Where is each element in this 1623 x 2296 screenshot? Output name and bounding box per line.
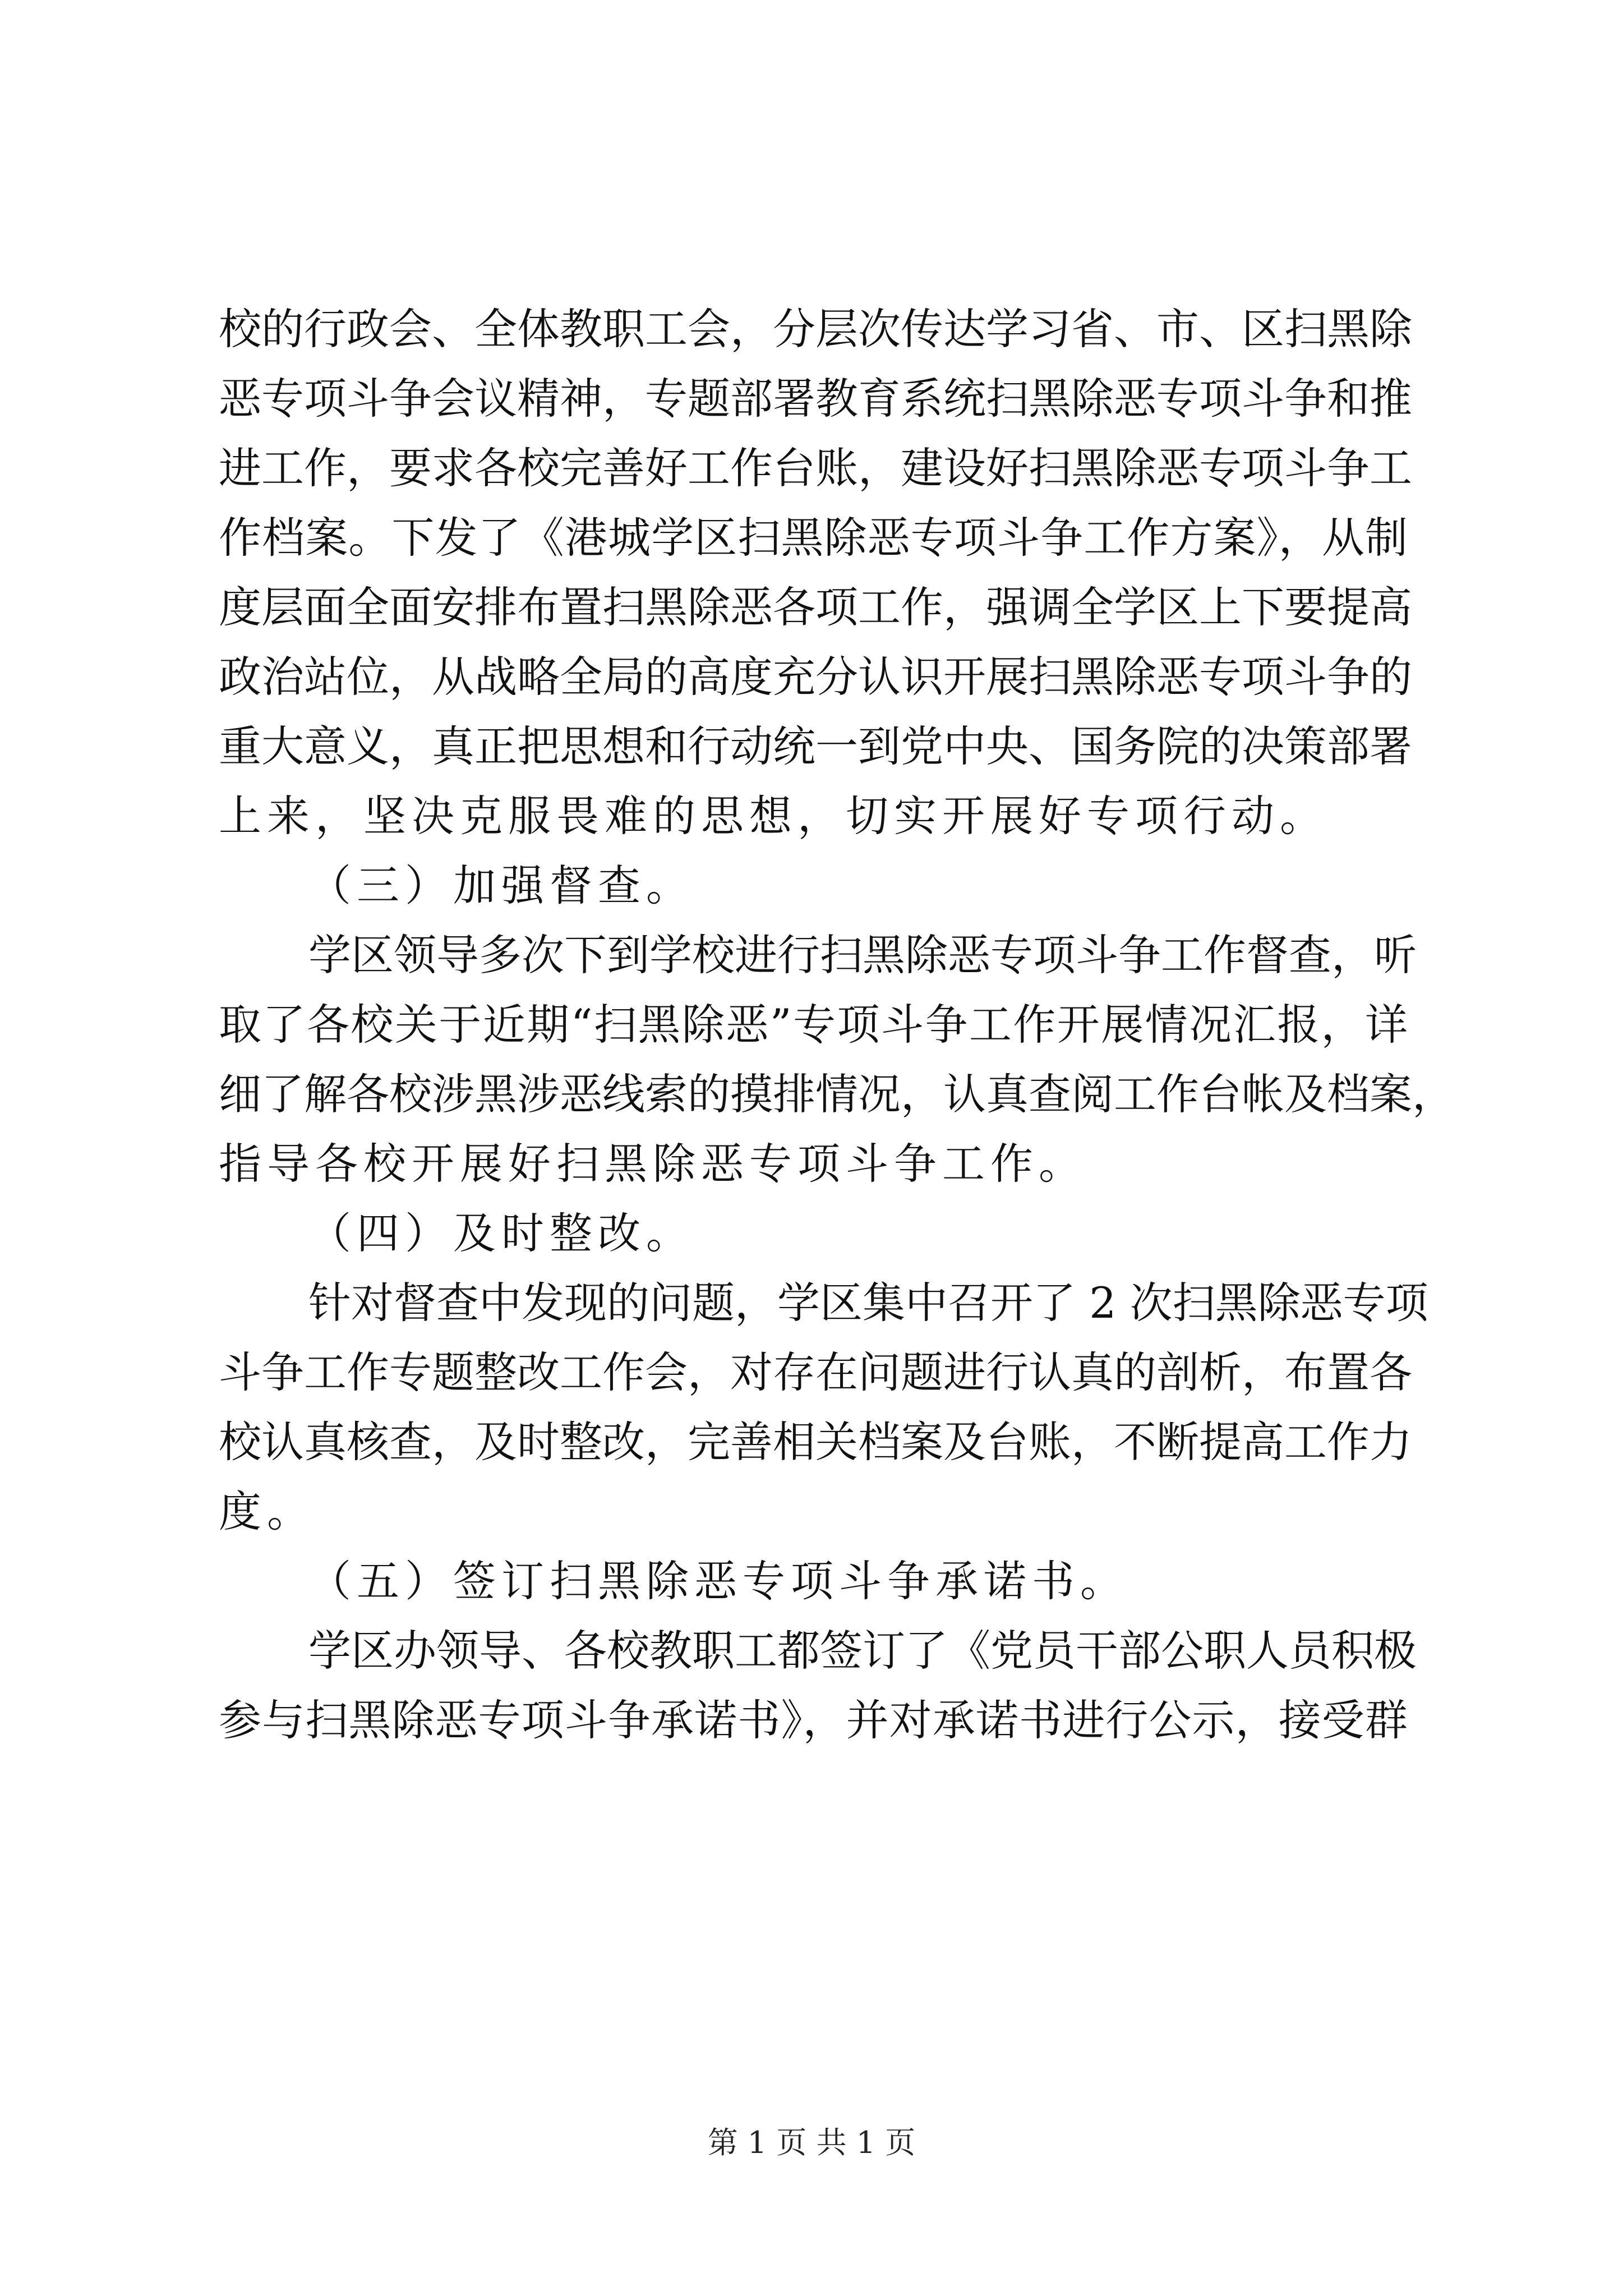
text-line: 细了解各校涉黑涉恶线索的摸排情况，认真查阅工作台帐及档案，: [219, 1069, 1455, 1119]
text-line: 政治站位，从战略全局的高度充分认识开展扫黑除恶专项斗争的: [219, 652, 1412, 702]
text-line: 进工作，要求各校完善好工作台账，建设好扫黑除恶专项斗争工: [219, 443, 1412, 493]
text-line: 取了各校关于近期“扫黑除恶”专项斗争工作开展情况汇报，详: [219, 1000, 1408, 1050]
text-line: 恶专项斗争会议精神，专题部署教育系统扫黑除恶专项斗争和推: [219, 374, 1412, 424]
text-line: 校的行政会、全体教职工会，分层次传达学习省、市、区扫黑除: [219, 304, 1412, 354]
text-line: 校认真核查，及时整改，完善相关档案及台账，不断提高工作力: [219, 1417, 1412, 1467]
text-line: 学区办领导、各校教职工都签订了《党员干部公职人员积极: [308, 1626, 1417, 1676]
text-line: 度。: [219, 1487, 315, 1536]
text-line: 参与扫黑除恶专项斗争承诺书》，并对承诺书进行公示，接受群: [219, 1695, 1408, 1745]
text-line: 指导各校开展好扫黑除恶专项斗争工作。: [219, 1139, 1087, 1189]
text-line: 度层面全面安排布置扫黑除恶各项工作，强调全学区上下要提高: [219, 582, 1412, 632]
text-line: （五）签订扫黑除恶专项斗争承诺书。: [308, 1556, 1128, 1606]
text-line: 学区领导多次下到学校进行扫黑除恶专项斗争工作督查，听: [308, 930, 1417, 980]
text-line: 针对督查中发现的问题，学区集中召开了 2 次扫黑除恶专项: [308, 1278, 1428, 1328]
text-line: 重大意义，真正把思想和行动统一到党中央、国务院的决策部署: [219, 721, 1412, 771]
page-footer: 第 1 页 共 1 页: [707, 2125, 916, 2160]
text-line: 上来，坚决克服畏难的思想，切实开展好专项行动。: [219, 791, 1328, 841]
text-line: 斗争工作专题整改工作会，对存在问题进行认真的剖析，布置各: [219, 1347, 1412, 1397]
text-line: 作档案。下发了《港城学区扫黑除恶专项斗争工作方案》，从制: [219, 513, 1408, 563]
text-line: （三）加强督查。: [308, 861, 694, 910]
text-line: （四）及时整改。: [308, 1208, 694, 1258]
document-body: [219, 295, 1455, 1755]
